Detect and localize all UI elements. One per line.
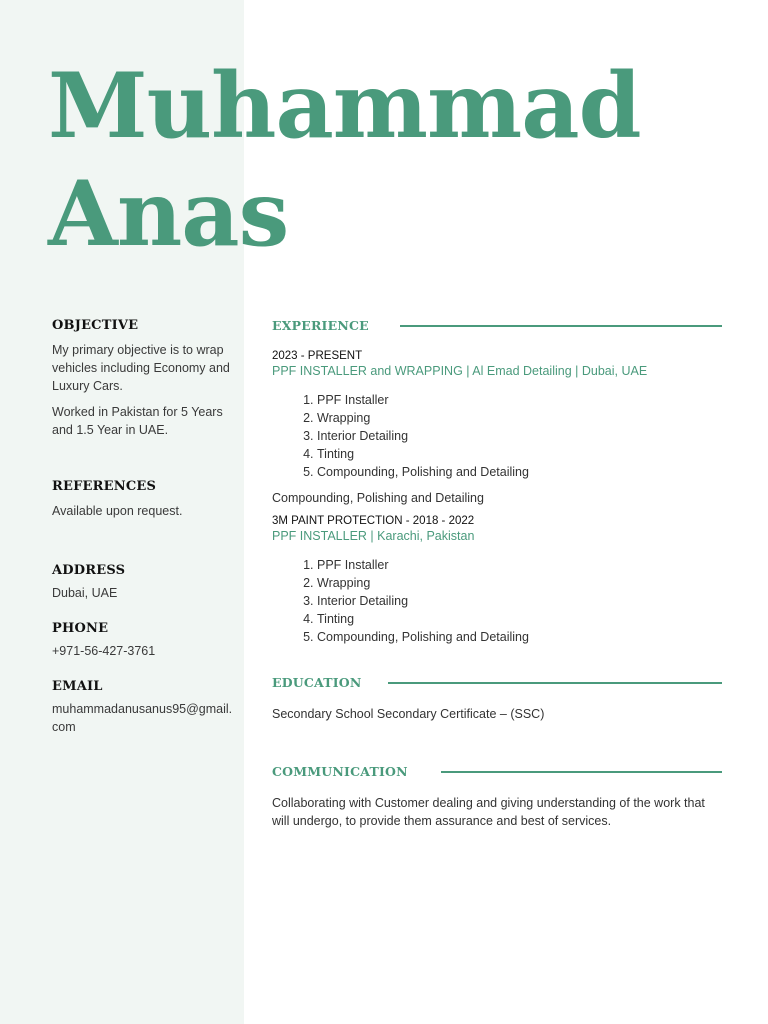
education-heading: EDUCATION <box>272 675 362 690</box>
objective-section <box>52 318 238 439</box>
communication-header <box>272 764 722 780</box>
job-entry <box>272 515 722 646</box>
experience-header <box>272 318 722 334</box>
objective-experience-text: Worked in Pakistan for 5 Years and 1.5 Year in UAE. <box>52 405 223 437</box>
job-date: 2023 - PRESENT <box>272 350 363 362</box>
communication-text: Collaborating with Customer dealing and giving understanding of the work that will undergo, to provide them assurance and best of services. <box>272 796 705 828</box>
education-text: Secondary School Secondary Certificate – (SSC) <box>272 707 545 721</box>
objective-text: My primary objective is to wrap vehicles including Economy and Luxury Cars. <box>52 343 230 393</box>
first-name: Muhammad <box>48 53 641 159</box>
list-item: 2. Wrapping <box>317 409 722 427</box>
communication-section <box>272 764 722 830</box>
communication-heading: COMMUNICATION <box>272 764 408 779</box>
address-text: Dubai, UAE <box>52 586 118 600</box>
references-section <box>52 479 238 520</box>
communication-divider <box>441 771 722 773</box>
email-heading: EMAIL <box>52 679 103 694</box>
phone-heading: PHONE <box>52 621 109 636</box>
job-entry <box>272 350 722 507</box>
references-text: Available upon request. <box>52 504 183 518</box>
phone-section <box>52 621 238 660</box>
email-section <box>52 679 238 736</box>
list-item: 1. PPF Installer <box>317 556 722 574</box>
list-item: 1. PPF Installer <box>317 391 722 409</box>
list-item: 4. Tinting <box>317 445 722 463</box>
education-divider <box>388 682 722 684</box>
last-name: Anas <box>48 161 289 267</box>
objective-heading: OBJECTIVE <box>52 318 139 333</box>
list-item: 3. Interior Detailing <box>317 592 722 610</box>
job-duties-list <box>272 391 722 481</box>
list-item: 2. Wrapping <box>317 574 722 592</box>
job-date: 3M PAINT PROTECTION - 2018 - 2022 <box>272 515 475 527</box>
list-item: 5. Compounding, Polishing and Detailing <box>317 463 722 481</box>
job-duties-list <box>272 556 722 646</box>
job-role: PPF INSTALLER | Karachi, Pakistan <box>272 529 475 543</box>
education-section <box>272 675 722 723</box>
address-section <box>52 563 238 602</box>
experience-heading: EXPERIENCE <box>272 318 369 333</box>
experience-section <box>272 318 722 646</box>
education-header <box>272 675 722 691</box>
list-item: 4. Tinting <box>317 610 722 628</box>
job-note: Compounding, Polishing and Detailing <box>272 491 484 505</box>
email-text: muhammadanusanus95@gmail.com <box>52 702 233 734</box>
phone-text: +971-56-427-3761 <box>52 644 156 658</box>
references-heading: REFERENCES <box>52 479 157 494</box>
address-heading: ADDRESS <box>52 563 126 578</box>
resume-name <box>48 52 641 268</box>
job-role: PPF INSTALLER and WRAPPING | Al Emad Detailing | Dubai, UAE <box>272 364 648 378</box>
list-item: 3. Interior Detailing <box>317 427 722 445</box>
list-item: 5. Compounding, Polishing and Detailing <box>317 628 722 646</box>
experience-divider <box>400 325 722 327</box>
